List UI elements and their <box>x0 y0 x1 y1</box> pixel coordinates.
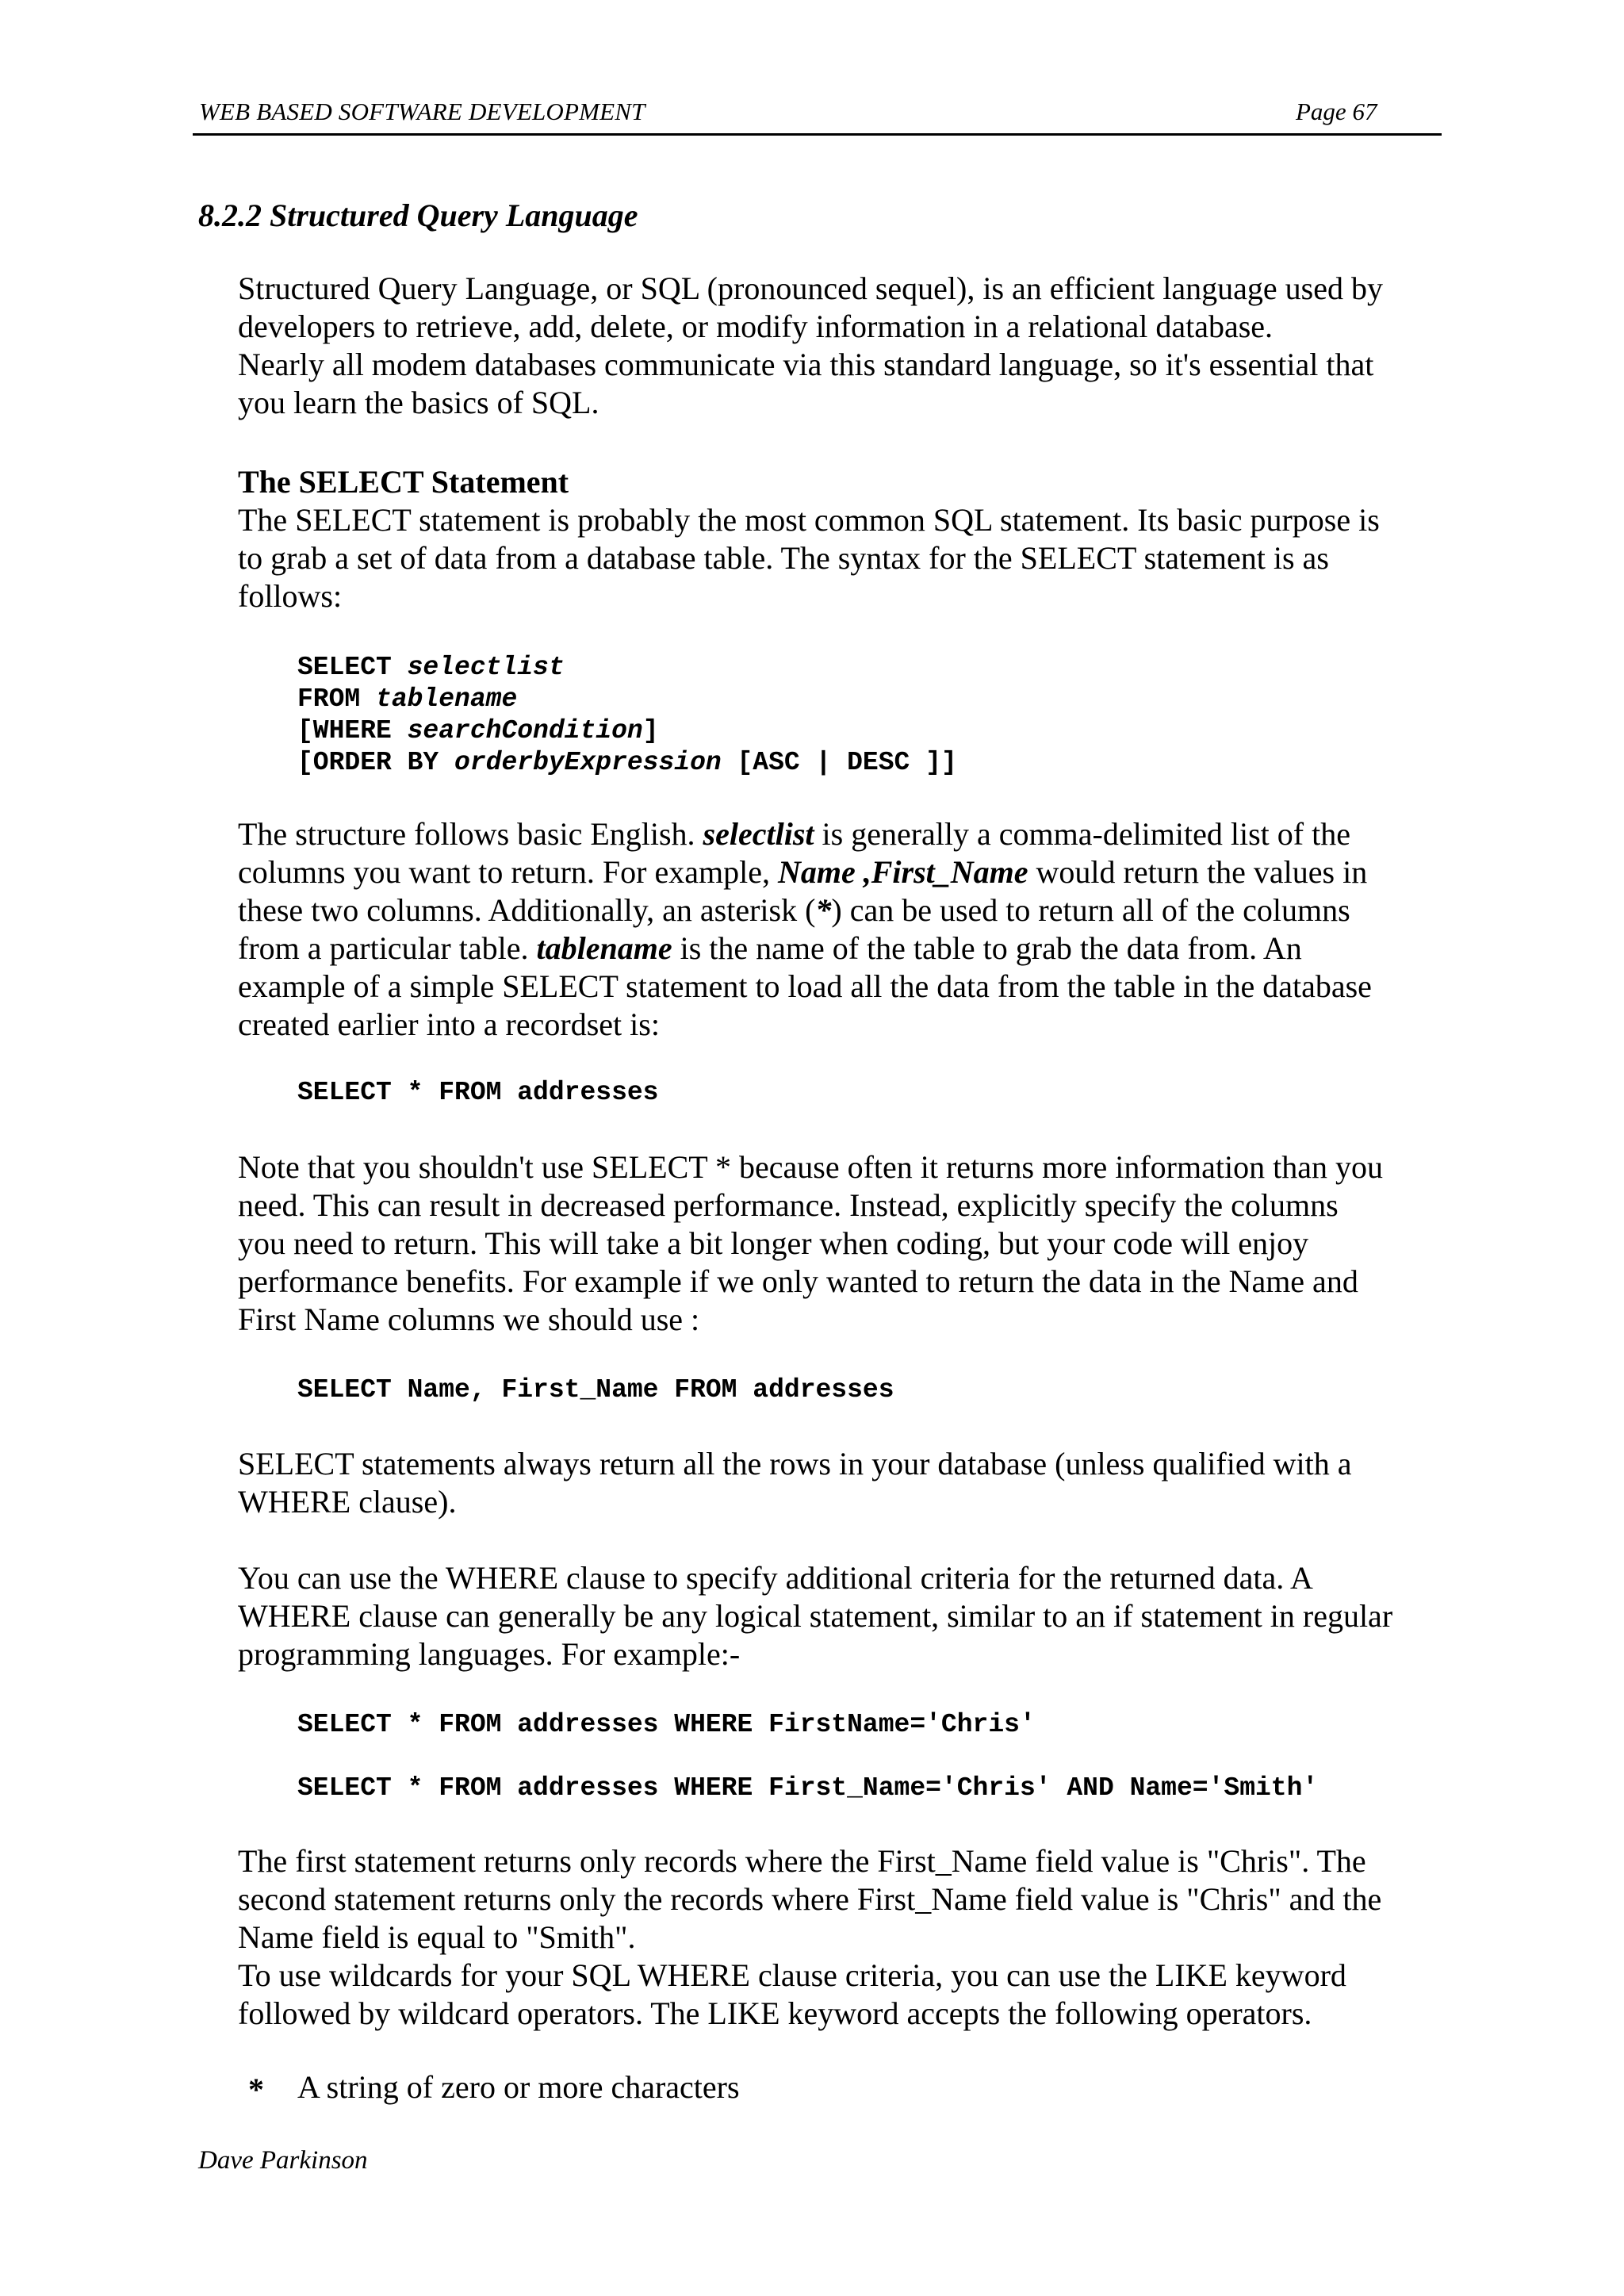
page-footer-author: Dave Parkinson <box>198 2146 368 2175</box>
text-line <box>238 853 1463 891</box>
text-run: The structure follows basic English. <box>238 816 703 852</box>
rows-paragraph <box>238 1445 1463 1521</box>
text-line: need. This can result in decreased performance. Instead, explicitly specify the columns <box>238 1187 1339 1223</box>
code-argument: tablename <box>376 684 518 714</box>
text-line: First Name columns we should use : <box>238 1301 700 1337</box>
page-number: Page 67 <box>1296 98 1377 125</box>
text-line: follows: <box>238 578 343 614</box>
code-line <box>297 653 565 682</box>
code-keyword: ] <box>642 716 659 746</box>
code-example-select-columns: SELECT Name, First_Name FROM addresses <box>297 1375 894 1405</box>
text-line <box>238 930 1463 968</box>
code-keyword: FROM <box>297 684 377 714</box>
text-line: The SELECT statement is probably the most common SQL statement. Its basic purpose is <box>238 502 1380 538</box>
text-run: columns you want to return. For example, <box>238 854 778 890</box>
section-heading: 8.2.2 Structured Query Language <box>198 197 638 233</box>
code-argument: selectlist <box>407 653 565 682</box>
bullet-text: A string of zero or more characters <box>297 2069 740 2105</box>
text-line: SELECT statements always return all the rows in your database (unless qualified with a <box>238 1446 1352 1481</box>
emphasis-term: Name ,First_Name <box>777 854 1028 890</box>
code-keyword: SELECT <box>297 653 408 682</box>
emphasis-term: * <box>815 892 832 928</box>
text-line: To use wildcards for your SQL WHERE clause criteria, you can use the LIKE keyword <box>238 1957 1346 1993</box>
text-line: you need to return. This will take a bit longer when coding, but your code will enjoy <box>238 1225 1309 1261</box>
text-run: is generally a comma-delimited list of the <box>814 816 1350 852</box>
text-run: would return the values in <box>1028 854 1368 890</box>
code-keyword: [ASC | DESC ]] <box>721 748 957 777</box>
text-line: developers to retrieve, add, delete, or modify information in a relational database. <box>238 309 1274 344</box>
select-syntax-block <box>297 652 957 779</box>
text-line: example of a simple SELECT statement to load all the data from the table in the database <box>238 968 1372 1004</box>
text-line: You can use the WHERE clause to specify additional criteria for the returned data. A <box>238 1560 1313 1596</box>
where-paragraph <box>238 1559 1463 1673</box>
text-line: to grab a set of data from a database table. The syntax for the SELECT statement is as <box>238 540 1329 576</box>
text-line: WHERE clause can generally be any logical statement, similar to an if statement in regular <box>238 1598 1393 1634</box>
code-example-where: SELECT * FROM addresses WHERE FirstName='Chris' <box>297 1710 1036 1739</box>
text-line <box>238 815 1463 853</box>
text-line: created earlier into a recordset is: <box>238 1006 660 1042</box>
text-run: these two columns. Additionally, an asterisk ( <box>238 892 816 928</box>
emphasis-term: tablename <box>536 930 672 966</box>
code-keyword: [ORDER BY <box>297 748 455 777</box>
text-run: ) can be used to return all of the columns <box>831 892 1350 928</box>
text-run: is the name of the table to grab the data from. An <box>672 930 1302 966</box>
code-line <box>297 748 957 777</box>
document-title: WEB BASED SOFTWARE DEVELOPMENT <box>199 98 645 125</box>
text-line: performance benefits. For example if we only wanted to return the data in the Name and <box>238 1263 1358 1299</box>
explanation-paragraph <box>238 1842 1463 2033</box>
text-line: Note that you shouldn't use SELECT * because often it returns more information than you <box>238 1149 1383 1185</box>
text-line: WHERE clause). <box>238 1484 457 1520</box>
note-paragraph <box>238 1148 1463 1339</box>
text-line: programming languages. For example:- <box>238 1636 741 1672</box>
text-run: from a particular table. <box>238 930 537 966</box>
asterisk-bullet: * <box>248 2072 264 2107</box>
text-line: The first statement returns only records where the First_Name field value is "Chris". The <box>238 1843 1366 1879</box>
select-statement-paragraph <box>238 501 1463 615</box>
text-line: Nearly all modem databases communicate via this standard language, so it's essential that <box>238 347 1374 382</box>
code-argument: searchCondition <box>407 716 643 746</box>
select-statement-heading: The SELECT Statement <box>238 464 569 500</box>
code-example-select-all: SELECT * FROM addresses <box>297 1078 659 1107</box>
text-line <box>238 891 1463 930</box>
emphasis-term: selectlist <box>703 816 814 852</box>
code-line <box>297 716 659 746</box>
text-line: Structured Query Language, or SQL (pronounced sequel), is an efficient language used by <box>238 270 1383 306</box>
intro-paragraph <box>238 270 1463 422</box>
code-keyword: [WHERE <box>297 716 408 746</box>
text-line: Name field is equal to "Smith". <box>238 1919 636 1955</box>
code-line <box>297 684 517 714</box>
code-argument: orderbyExpression <box>454 748 722 777</box>
text-line: you learn the basics of SQL. <box>238 385 599 420</box>
text-line: followed by wildcard operators. The LIKE keyword accepts the following operators. <box>238 1995 1312 2031</box>
text-line: second statement returns only the records where First_Name field value is "Chris" and the <box>238 1881 1382 1917</box>
page-header <box>193 95 1442 136</box>
code-example-where-and: SELECT * FROM addresses WHERE First_Name='Chris' AND Name='Smith' <box>297 1773 1319 1803</box>
structure-paragraph <box>238 815 1463 1044</box>
